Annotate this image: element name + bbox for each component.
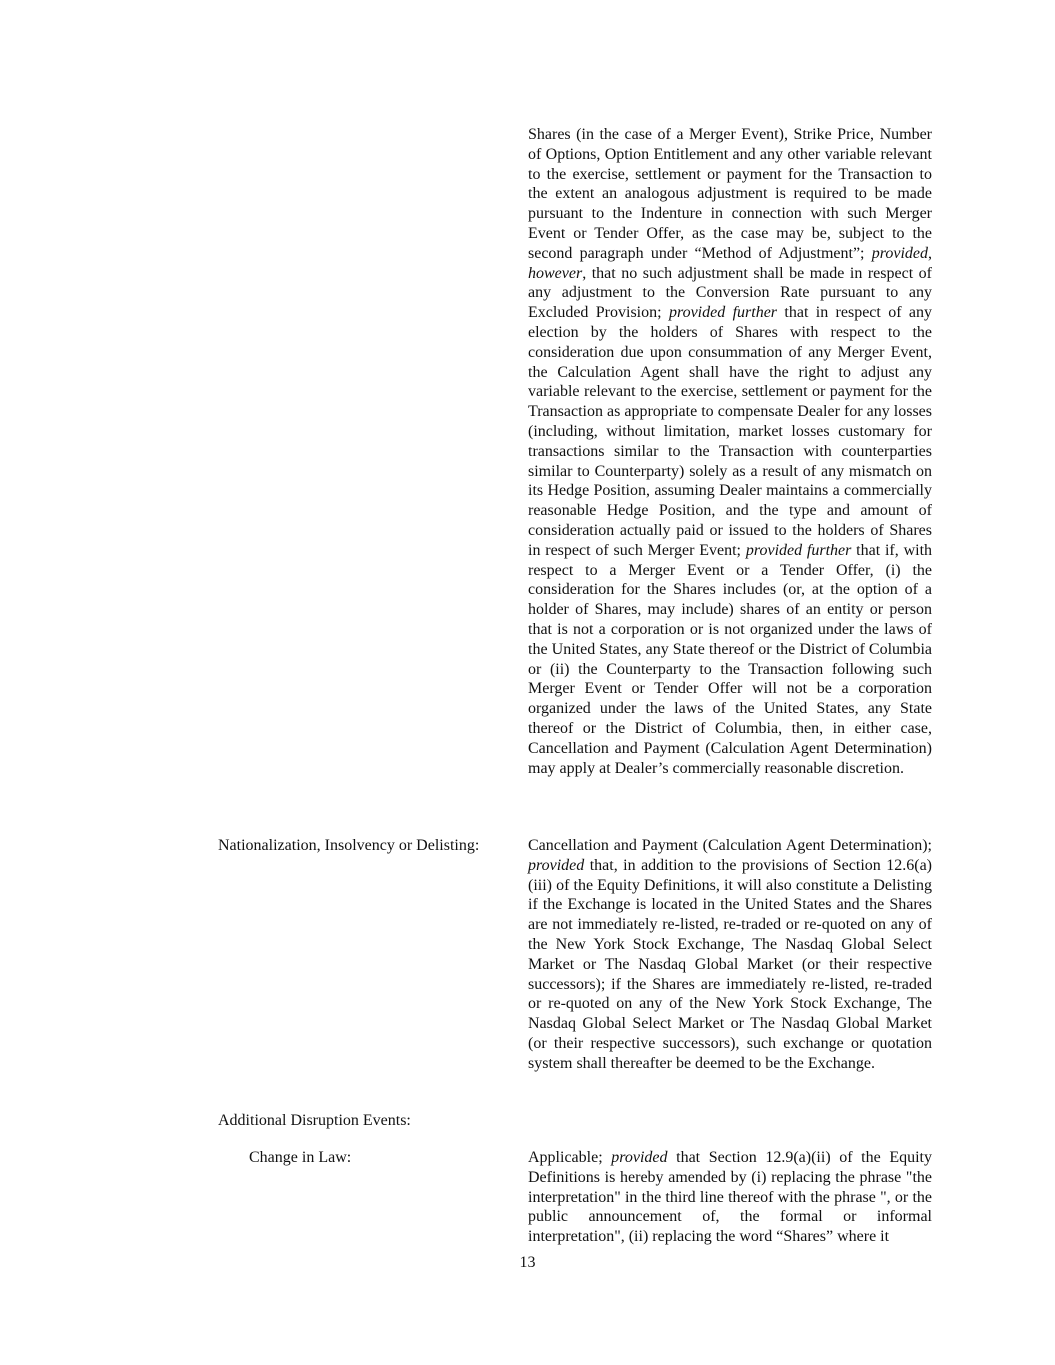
italic-term: provided (611, 1149, 668, 1166)
italic-term: provided (871, 244, 928, 262)
term-nationalization-label: Nationalization, Insolvency or Delisting: (218, 837, 480, 854)
italic-term: provided further (668, 304, 778, 322)
paragraph-text: Cancellation and Payment (Calculation Agent Determination); provided that, in addition to the provisions of Section 12.6(a)(iii) of the Equity Definitions, it will also constitute a Delisting if the Exchange is located in the United States and the Shares are not immediately re-listed, re-traded or re-quoted on any of the New York Stock Exchange, The Nasdaq Global Select Market or The Nasdaq Global Market (or their respective successors); if the Shares are immediately re-listed, re-traded or re-quoted on any of the New York Stock Exchange, The Nasdaq Global Select Market or The Nasdaq Global Market (or their respective successors), such exchange or quotation system shall thereafter be deemed to be the Exchange. (528, 837, 932, 1072)
change-in-law-definition (528, 1148, 932, 1247)
nationalization-definition (528, 836, 932, 1074)
paragraph-text: Applicable; provided that Section 12.9(a)(ii) of the Equity Definitions is hereby amended by (i) replacing the phrase "the interpretation" in the third line thereof with the phrase ", or the public announcement of, the formal or informal interpretation", (ii) replacing the word “Shares” where it (528, 1149, 933, 1246)
term-additional-disruption-events-label: Additional Disruption Events: (218, 1112, 411, 1129)
paragraph-text: Shares (in the case of a Merger Event), Strike Price, Number of Options, Option Entitlement and any other variable relevant to the exercise, settlement or payment for the Transaction to the extent an analogous adjustment is required to be made pursuant to the Indenture in connection with such Merger Event or Tender Offer, as the case may be, subject to the second paragraph under “Method of Adjustment”; provided, however, that no such adjustment shall be made in respect of any adjustment to the Conversion Rate pursuant to any Excluded Provision; provided further that in respect of any election by the holders of Shares with respect to the consideration due upon consummation of any Merger Event, the Calculation Agent shall have the right to adjust any variable relevant to the exercise, settlement or payment for the Transaction as appropriate to compensate Dealer for any losses (including, without limitation, market losses customary for transactions similar to the Transaction with counterparties similar to Counterparty) solely as a result of any mismatch on its Hedge Position, assuming Dealer maintains a commercially reasonable Hedge Position, and the type and amount of consideration actually paid or issued to the holders of Shares in respect of such Merger Event; provided further that if, with respect to a Merger Event or a Tender Offer, (i) the consideration for the Shares includes (or, at the option of a holder of Shares, may include) shares of an entity or person that is not a corporation or is not organized under the laws of the United States, any State thereof or the District of Columbia or (ii) the Counterparty to the Transaction following such Merger Event or Tender Offer will not be a corporation organized under the laws of the United States, any State thereof or the District of Columbia, then, in either case, Cancellation and Payment (Calculation Agent Determination) may apply at Dealer’s commercially reasonable discretion. (528, 126, 933, 777)
italic-term: provided (528, 856, 585, 874)
italic-term: however (528, 264, 583, 282)
merger-adjustment-paragraph (528, 125, 932, 778)
italic-term: provided further (745, 541, 852, 559)
term-change-in-law-label: Change in Law: (249, 1149, 352, 1166)
page-number: 13 (519, 1254, 536, 1271)
